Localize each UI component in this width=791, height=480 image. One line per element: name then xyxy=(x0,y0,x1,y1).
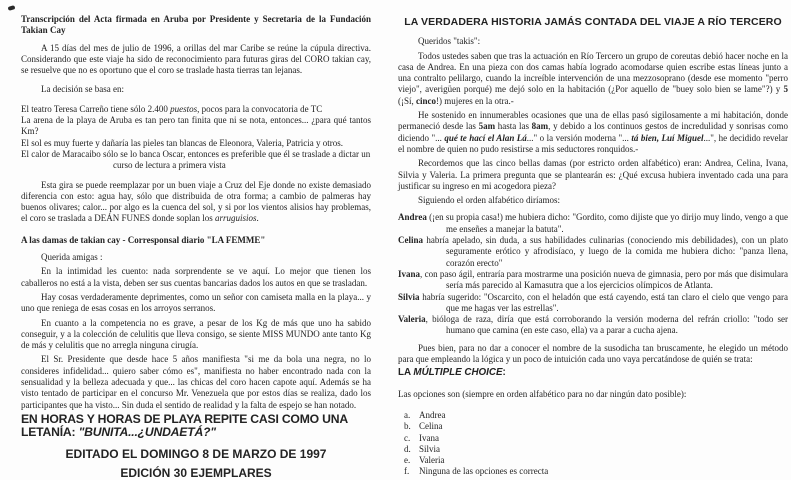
lady-item xyxy=(398,235,788,269)
option-item xyxy=(398,433,788,444)
list-item xyxy=(21,138,371,149)
text-run: Siguiendo el orden alfabético diríamos: xyxy=(418,195,560,206)
text-run: , bióloga de raza, diría que está corroborando la versión moderna del refrán criollo: "todo ser humano que camina (en este caso, ella) va a parar a cucha ajena. xyxy=(425,314,788,336)
text-run: qué te hací el Alan Lá xyxy=(444,132,527,143)
text-run: , y debido a los continuos gestos de incredulidad y sonrisas como diciendo "... xyxy=(398,121,788,143)
text-run: En cuanto a la competencia no es grave, a pesar de los Kg de más que uno ha sabido conseguir, y a la colección de celulitis que lleva consigo, se siente MISS MUNDO ante tanto Kg de más y celulitis que no arregla ninguna cirugía. xyxy=(21,317,371,351)
list-item xyxy=(21,115,371,138)
text-run: LETANÍA: xyxy=(21,424,79,439)
paragraph xyxy=(21,292,371,315)
text-run: Ninguna de las opciones es correcta xyxy=(419,466,549,477)
text-run: EDICIÓN 30 EJEMPLARES xyxy=(120,466,272,480)
text-run: e. xyxy=(404,455,411,466)
option-item xyxy=(398,410,788,421)
paragraph xyxy=(398,158,788,192)
text-run: Valeria xyxy=(419,455,445,466)
paragraph xyxy=(398,389,788,400)
paragraph xyxy=(21,318,371,352)
text-run: a. xyxy=(404,409,411,420)
text-run: , pocos para la convocatoria de TC xyxy=(197,103,323,114)
text-run: El Sr. Presidente que desde hace 5 años manifiesta "si me da bola una negra, no lo consideres infidelidad... quiero saber cómo es", manifiesta no haber encontrado nada con la sensualidad y la belleza adecuada y que... las chicas del coro hacen capote aquí. Además se ha visto tentado de participar en el concurso Mr. Venezuela que por estos días se realiza, dado los participantes que ha visto... Sin duda el sentido de realidad y la falta de espejo se han notado. xyxy=(21,354,371,410)
text-run: Las opciones son (siempre en orden alfabético para no dar ningún dato posible): xyxy=(398,388,687,399)
text-run: habría apelado, sin duda, a sus habilidades culinarias (conociendo mis debilidades), con un plato seguramente erótico y afrodisíaco, y luego de la comida me hubiera dicho: "panza llena, corazón erecto" xyxy=(423,235,788,268)
text-run: Transcripción del Acta firmada en Aruba por Presidente y Secretaria de la Fundación Takian Cay xyxy=(21,14,371,36)
right-page xyxy=(398,0,788,478)
text-run: f. xyxy=(404,466,410,477)
paragraph xyxy=(21,252,371,263)
text-run: , con paso ágil, entraría para mostrarme una posición nueva de gimnasia, pero por más que disimulara sería más parecido al Kamasutra que a los ejercicios olímpicos de Atlanta. xyxy=(420,268,788,291)
text-run: d. xyxy=(404,443,411,454)
left-subheading xyxy=(21,235,371,246)
paragraph xyxy=(21,266,371,289)
paragraph xyxy=(398,110,788,155)
text-run: La arena de la playa de Aruba es tan pero tan finita que ni se nota, entonces... ¿para qué tantos Km? xyxy=(21,115,371,137)
text-run: 5am xyxy=(478,121,496,132)
text-run: Valeria xyxy=(398,314,426,325)
text-run: Ivana xyxy=(419,432,439,443)
list-item xyxy=(21,104,371,115)
text-run: : xyxy=(502,367,506,379)
text-run: c. xyxy=(404,432,411,443)
text-run: La decisión se basa en: xyxy=(41,84,124,95)
text-run: Silvia xyxy=(398,291,420,302)
text-run: puestos xyxy=(170,103,198,114)
text-run: He sostenido en innumerables ocasiones que una de ellas pasó sigilosamente a mi habitación, donde permaneció desde las xyxy=(398,110,788,132)
text-run: A las damas de takian cay - Corresponsal diario "LA FEMME" xyxy=(21,234,266,245)
text-run: b. xyxy=(404,421,411,432)
text-run: tá bien, Luí Miguel xyxy=(631,132,704,143)
option-item xyxy=(398,421,788,432)
option-item xyxy=(398,466,788,477)
text-run: habría sugerido: "Oscarcito, con el heladón que está cayendo, está tan claro el cielo que vengo para que me hagas ver las estrellas". xyxy=(419,291,788,313)
lady-item xyxy=(398,292,788,315)
paragraph xyxy=(21,84,371,95)
text-run: Pues bien, para no dar a conocer el nombre de la susodicha tan bruscamente, he elegido un método para que empleando la lógica y un poco de intuición cada uno vaya percatándose de quién se trata: xyxy=(398,342,788,365)
text-run: En la intimidad les cuento: nada sorprendente se ve aquí. Lo mejor que tienen los caballeros no está a la vista, deben ser sus cuentas bancarias dados los autos en que se trasladan. xyxy=(21,266,371,288)
text-run: Andrea xyxy=(419,409,446,420)
text-run: hasta las xyxy=(495,121,532,132)
text-run: Hay cosas verdaderamente deprimentes, como un señor con camiseta malla en la playa... y uno que reniega de esas cosas en los arroyos serranos. xyxy=(21,291,371,314)
litany-heading xyxy=(21,413,371,439)
paragraph xyxy=(398,51,788,107)
text-run: LA xyxy=(398,367,414,379)
text-run: Querida amigas : xyxy=(41,252,103,263)
text-run: EDITADO EL DOMINGO 8 DE MARZO DE 1997 xyxy=(65,446,327,461)
text-run: ..." o la versión moderna "... xyxy=(526,132,632,143)
text-run: EN HORAS Y HORAS DE PLAYA REPITE CASI COMO UNA xyxy=(21,411,348,426)
paragraph xyxy=(21,43,371,77)
text-run: El sol es muy fuerte y dañaría las pieles tan blancas de Eleonora, Valeria, Patricia y otros. xyxy=(21,137,343,148)
text-run: !) mujeres en la otra.- xyxy=(436,95,514,106)
text-run: LA VERDADERA HISTORIA JAMÁS CONTADA DEL VIAJE A RÍO TERCERO xyxy=(404,16,782,28)
text-run: Esta gira se puede reemplazar por un buen viaje a Cruz del Eje donde no existe demasiado diferencia con esto: agua hay, sólo que distribuida de otra forma; a cambio de palmeras hay buenos olivares; calor... por algo es la cuenca del sol, y si por los vientos alisios hay problemas, el coro se traslada a DEÁN FUNES donde soplan los xyxy=(21,179,371,224)
text-run: arruguisios xyxy=(214,213,257,224)
paragraph xyxy=(398,195,788,206)
left-title xyxy=(21,14,371,37)
text-run: Ivana xyxy=(398,268,421,279)
text-run: 8am xyxy=(531,121,549,132)
paragraph xyxy=(398,343,788,366)
text-run: El calor de Maracaibo sólo se lo banca Oscar, entonces es preferible que él se traslade a dictar un xyxy=(21,148,371,159)
option-item xyxy=(398,455,788,466)
text-run: A 15 días del mes de julio de 1996, a orillas del mar Caribe se reúne la cúpula directiva. Considerando que este viaje ha sido de reconocimiento para futuras giras del CORO takian cay, se resuelve que no es oportuno que el coro se traslade hasta tierras tan lejanas. xyxy=(21,42,371,76)
text-run: El teatro Teresa Carreño tiene sólo 2.400 xyxy=(21,103,171,114)
text-run: MÚLTIPLE CHOICE xyxy=(413,367,503,379)
text-run: Queridos "takis": xyxy=(418,36,481,47)
text-run: (¡en su propia casa!) me hubiera dicho: "Gordito, como dijiste que yo dirijo muy lindo, vengo a que me enseñes a manejar la batuta". xyxy=(426,212,788,234)
text-run: Silvia xyxy=(419,443,441,454)
lady-item xyxy=(398,212,788,235)
paragraph xyxy=(21,354,371,410)
edition-date xyxy=(21,446,371,461)
option-item xyxy=(398,444,788,455)
text-run: cinco xyxy=(416,95,436,106)
text-run: Celina xyxy=(419,421,443,432)
left-page xyxy=(21,0,371,480)
text-run: ...", he decidido revelar el nombre de quien no pudo resistirse a mis seductores ronquidos.- xyxy=(398,132,789,154)
list-item-continuation xyxy=(113,160,371,171)
text-run: curso de lectura a primera vista xyxy=(113,160,226,171)
multiple-choice-heading xyxy=(398,367,788,378)
edition-copies xyxy=(21,468,371,479)
list-item xyxy=(21,149,371,160)
text-run: (¡Sí, xyxy=(398,95,416,106)
lady-item xyxy=(398,269,788,292)
text-run: Recordemos que las cinco bellas damas (por estricto orden alfabético) eran: Andrea, Celina, Ivana, Silvia y Valeria. La primera pregunta que se plantearán es: ¿Qué excusa hubiera inventado cada una para justificar su ingreso en mi acogedora pieza? xyxy=(398,158,788,191)
text-run: "BUNITA...¿UNDAETÁ?" xyxy=(78,424,216,439)
paragraph xyxy=(21,180,371,225)
text-run: Celina xyxy=(398,235,424,246)
text-run: Andrea xyxy=(398,212,427,223)
lady-item xyxy=(398,314,788,337)
text-run: Todos ustedes saben que tras la actuación en Río Tercero un grupo de coreutas debió hacer noche en la casa de Andrea. En una pieza con dos camas había logrado acomodarse quien escribe estas líneas junto a una contralto pelilargo, cuando la increíble intervención de una mezzosoprano (desde ese momento "perro viejo", averigüen porqué) me dejó solo en la habitación (¿Por aquello de "buey solo bien se lame"?) y xyxy=(398,50,788,95)
text-run: . xyxy=(256,213,259,224)
text-run: 5 xyxy=(783,84,788,95)
scan-artifact xyxy=(8,5,16,11)
paragraph xyxy=(398,36,788,47)
right-title xyxy=(398,17,788,28)
